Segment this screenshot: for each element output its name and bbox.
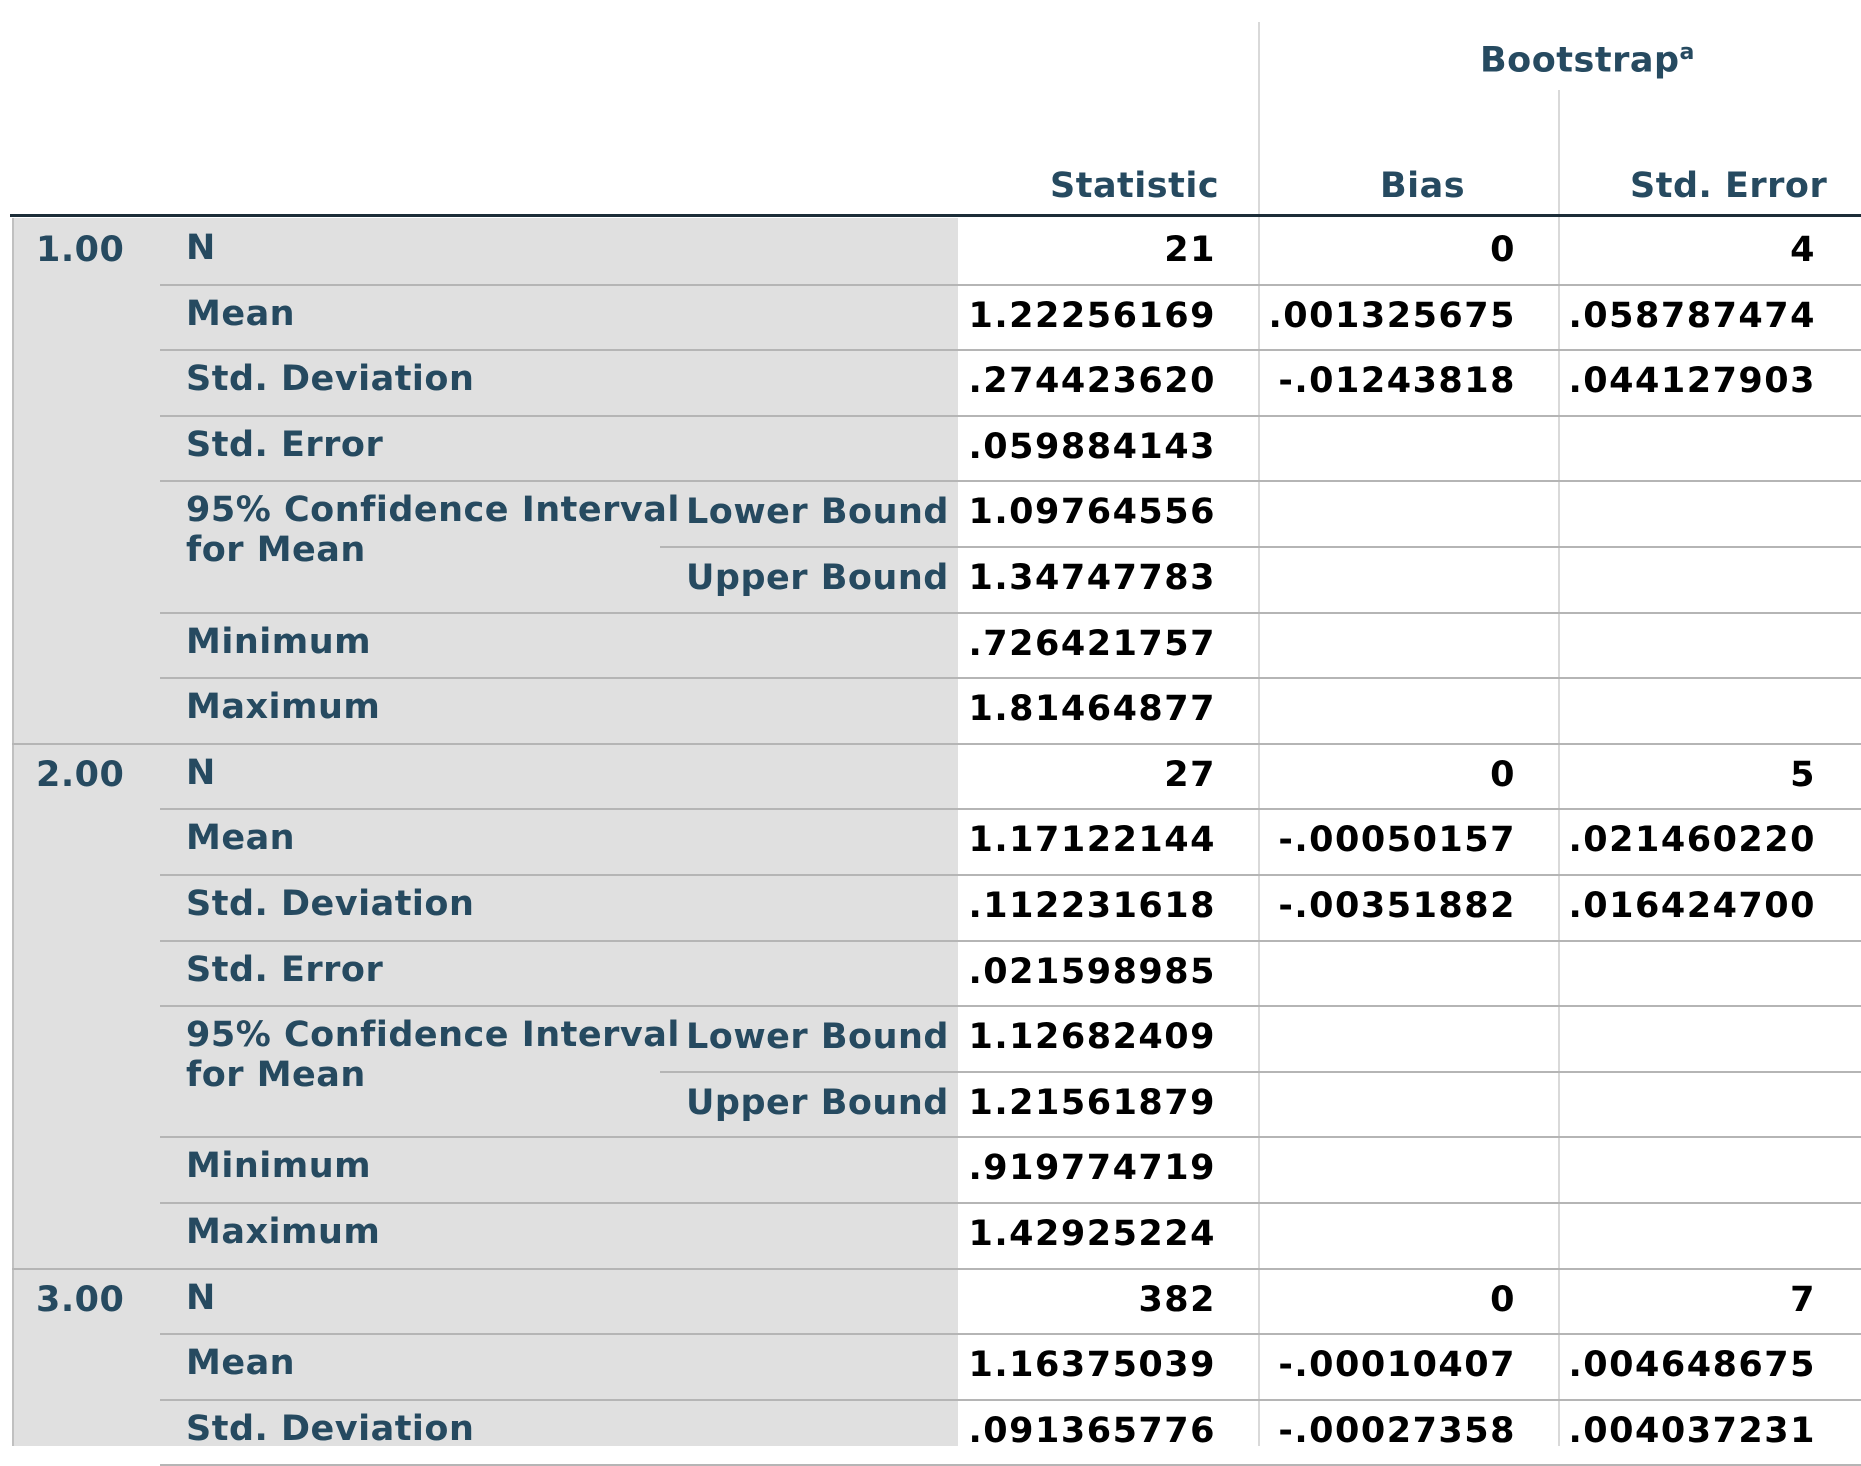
row-label: Std. Error (186, 949, 384, 990)
row-divider (160, 1399, 1861, 1401)
row-label: Std. Deviation (186, 359, 475, 400)
bias-cell: -.00027358 (1278, 1410, 1516, 1451)
row-label: Maximum (186, 1212, 381, 1252)
std-error-cell: .016424700 (1568, 886, 1816, 926)
statistic-cell: .919774719 (968, 1148, 1216, 1189)
statistic-cell: 27 (1164, 754, 1216, 795)
statistic-cell: 1.34747783 (968, 558, 1216, 598)
bias-cell: -.00351882 (1278, 886, 1516, 926)
row-divider (160, 1136, 1861, 1138)
statistic-cell: 1.16375039 (968, 1345, 1216, 1386)
row-divider (12, 1268, 1861, 1270)
row-divider (12, 743, 1861, 745)
statistic-cell: 1.81464877 (968, 689, 1216, 730)
bias-cell: 0 (1490, 1279, 1516, 1320)
ci-bound-label: Lower Bound (686, 1017, 949, 1058)
group-label: 2.00 (36, 754, 125, 795)
statistic-cell: 1.17122144 (968, 820, 1216, 861)
row-label: Std. Deviation (186, 1408, 475, 1449)
statistic-cell: .726421757 (968, 623, 1216, 664)
bias-cell: -.01243818 (1278, 361, 1516, 402)
bias-cell: -.00010407 (1278, 1345, 1516, 1386)
row-label: N (186, 228, 216, 268)
header-rule (10, 214, 1861, 217)
std-error-cell: 5 (1790, 754, 1816, 795)
group-divider (12, 218, 14, 1446)
ci-label: for Mean (186, 530, 366, 571)
row-label: Std. Error (186, 424, 384, 465)
std-error-cell: .004648675 (1568, 1345, 1816, 1386)
std-error-header: Std. Error (1630, 166, 1828, 206)
row-label: Mean (186, 818, 296, 859)
statistic-cell: 1.22256169 (968, 295, 1216, 336)
row-divider (160, 1005, 1861, 1007)
statistic-cell: .091365776 (968, 1410, 1216, 1451)
row-divider (660, 1071, 1861, 1073)
ci-label: for Mean (186, 1055, 366, 1096)
row-divider (160, 612, 1861, 614)
bias-header: Bias (1380, 166, 1466, 206)
row-label: Minimum (186, 621, 372, 662)
statistic-cell: .274423620 (968, 361, 1216, 402)
std-error-cell: 7 (1790, 1279, 1816, 1320)
statistic-cell: .021598985 (968, 951, 1216, 992)
row-label: Mean (186, 293, 296, 334)
ci-bound-label: Lower Bound (686, 492, 949, 533)
group-label: 1.00 (36, 230, 125, 270)
row-divider (160, 1202, 1861, 1204)
bias-cell: .001325675 (1268, 295, 1516, 336)
std-error-cell: .021460220 (1568, 820, 1816, 861)
ci-bound-label: Upper Bound (686, 1082, 949, 1123)
row-label: Minimum (186, 1146, 372, 1187)
std-error-cell: 4 (1790, 230, 1816, 270)
statistic-cell: .059884143 (968, 426, 1216, 467)
row-label: Mean (186, 1343, 296, 1384)
row-divider (660, 546, 1861, 548)
row-divider (160, 1333, 1861, 1335)
bootstrap-header: Bootstrap$^a$ (1480, 40, 1695, 81)
bias-cell: 0 (1490, 754, 1516, 795)
row-divider (160, 284, 1861, 286)
std-error-cell: .004037231 (1568, 1410, 1816, 1451)
ci-bound-label: Upper Bound (686, 558, 949, 598)
std-error-cell: .058787474 (1568, 295, 1816, 336)
statistic-cell: .112231618 (968, 886, 1216, 926)
ci-label: 95% Confidence Interval (186, 1015, 680, 1056)
statistic-cell: 1.21561879 (968, 1082, 1216, 1123)
statistic-header: Statistic (1050, 166, 1220, 206)
row-divider (160, 349, 1861, 351)
row-divider (160, 677, 1861, 679)
row-label-background (12, 218, 958, 1446)
statistic-cell: 21 (1164, 230, 1216, 270)
row-divider (160, 415, 1861, 417)
row-label: N (186, 752, 216, 793)
row-divider (160, 808, 1861, 810)
statistic-cell: 382 (1138, 1279, 1216, 1320)
row-divider (160, 480, 1861, 482)
row-divider (160, 874, 1861, 876)
statistic-cell: 1.42925224 (968, 1214, 1216, 1254)
row-label: Maximum (186, 687, 381, 728)
row-divider (160, 940, 1861, 942)
statistic-cell: 1.09764556 (968, 492, 1216, 533)
group-label: 3.00 (36, 1279, 125, 1320)
row-label: Std. Deviation (186, 884, 475, 924)
statistic-cell: 1.12682409 (968, 1017, 1216, 1058)
row-label: N (186, 1277, 216, 1318)
ci-label: 95% Confidence Interval (186, 490, 680, 531)
bias-cell: 0 (1490, 230, 1516, 270)
bias-cell: -.00050157 (1278, 820, 1516, 861)
std-error-cell: .044127903 (1568, 361, 1816, 402)
